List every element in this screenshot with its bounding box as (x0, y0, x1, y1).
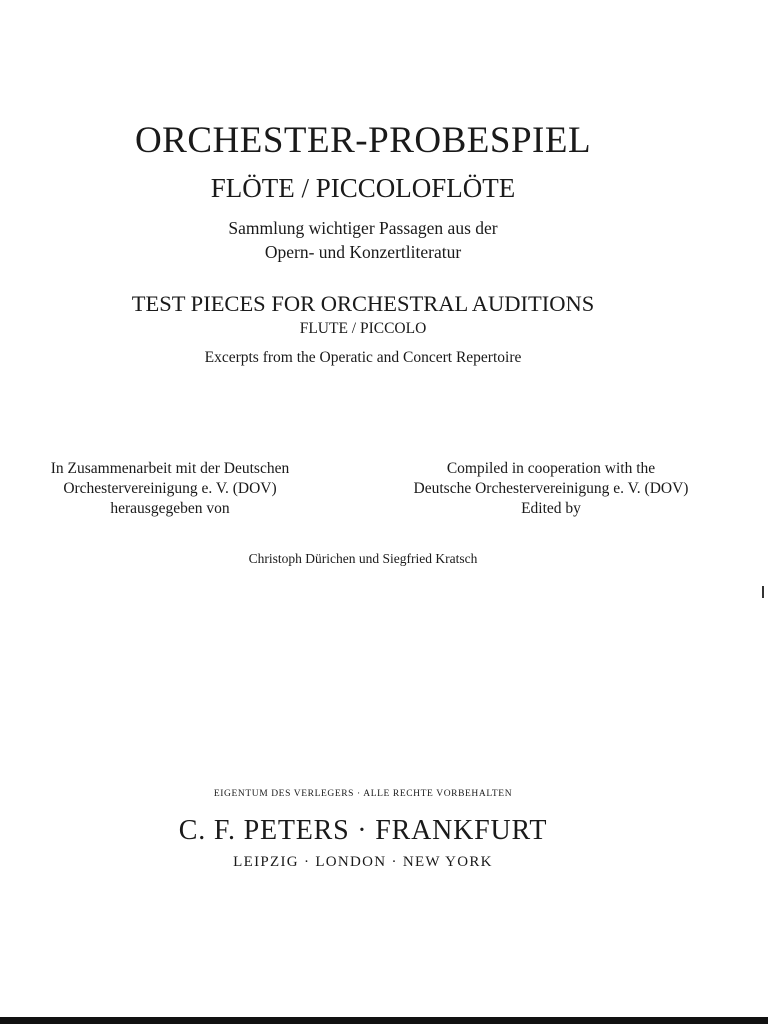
editors: Christoph Dürichen und Siegfried Kratsch (248, 551, 478, 566)
description-english: Excerpts from the Operatic and Concert Repertoire (204, 349, 522, 366)
publisher-name: C. F. PETERS · FRANKFURT (178, 815, 548, 846)
credits-english (395, 459, 707, 519)
subtitle-german: FLÖTE / PICCOLOFLÖTE (210, 173, 516, 203)
credits-german-line2: Orchestervereinigung e. V. (DOV) (63, 480, 277, 497)
credits-english-line3: Edited by (521, 500, 581, 517)
title-english: TEST PIECES FOR ORCHESTRAL AUDITIONS (131, 291, 595, 316)
scan-bottom-edge (0, 1017, 768, 1024)
credits-german-line1: In Zusammenarbeit mit der Deutschen (50, 460, 290, 477)
credits-english-line2: Deutsche Orchestervereinigung e. V. (DOV) (413, 480, 689, 497)
scan-artifact-mark (762, 586, 764, 598)
publisher-cities: LEIPZIG · LONDON · NEW YORK (233, 854, 493, 870)
rights-notice: EIGENTUM DES VERLEGERS · ALLE RECHTE VORBEHALTEN (213, 789, 513, 799)
subtitle-english: FLUTE / PICCOLO (299, 320, 427, 337)
description-german-line1: Sammlung wichtiger Passagen aus der (228, 218, 498, 238)
credits-german-line3: herausgegeben von (110, 500, 230, 517)
title-german: ORCHESTER-PROBESPIEL (134, 120, 592, 161)
credits-english-line1: Compiled in cooperation with the (446, 460, 656, 477)
credits-german (20, 459, 320, 519)
description-german-line2: Opern- und Konzertliteratur (264, 242, 462, 262)
